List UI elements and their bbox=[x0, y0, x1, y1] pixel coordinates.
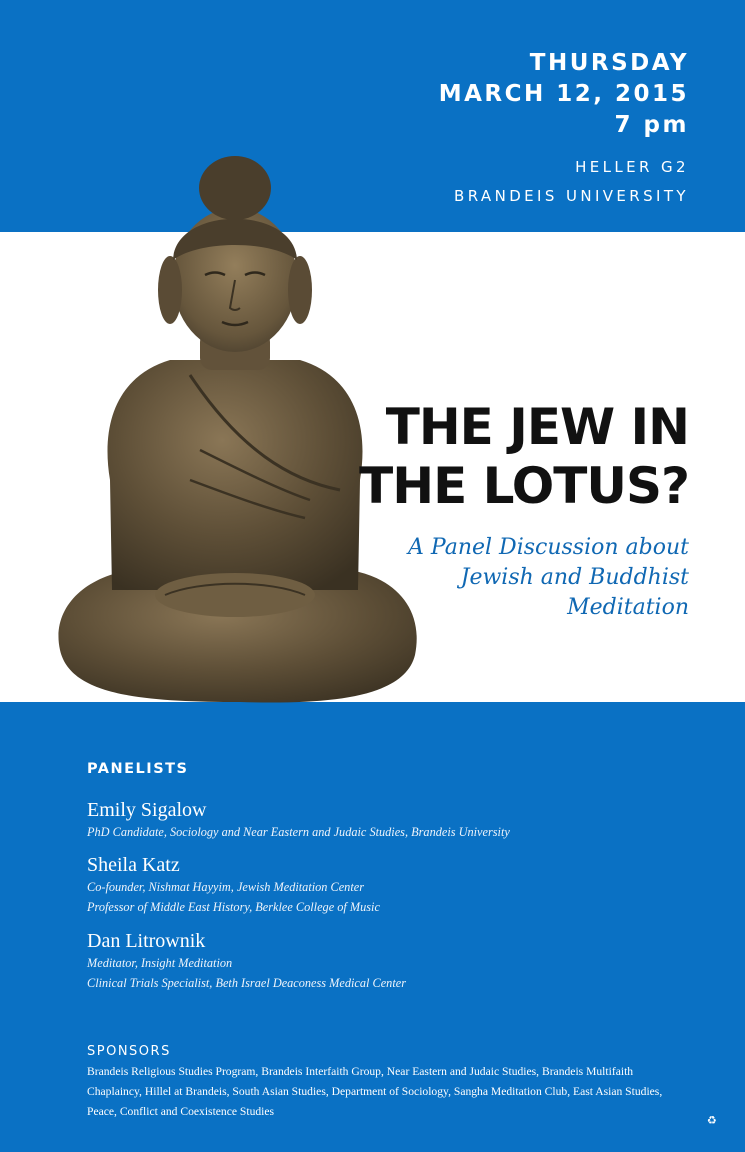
event-day: THURSDAY bbox=[529, 50, 689, 76]
event-date: MARCH 12, 2015 bbox=[438, 81, 689, 107]
venue-room: HELLER G2 bbox=[575, 158, 689, 176]
panelist-role: Clinical Trials Specialist, Beth Israel Deaconess Medical Center bbox=[87, 976, 406, 990]
recycle-icon: ♻ bbox=[707, 1114, 717, 1127]
event-time: 7 pm bbox=[614, 112, 689, 138]
panelist-role: Professor of Middle East History, Berklee College of Music bbox=[87, 900, 380, 914]
subtitle-line-1: A Panel Discussion about bbox=[408, 535, 689, 560]
panelist-dan-litrownik bbox=[87, 929, 406, 993]
panelist-role: PhD Candidate, Sociology and Near Eastern and Judaic Studies, Brandeis University bbox=[87, 825, 510, 839]
panelist-name: Dan Litrownik bbox=[87, 930, 206, 952]
event-title bbox=[359, 398, 689, 516]
title-line-2: THE LOTUS? bbox=[359, 457, 689, 515]
event-venue bbox=[454, 153, 689, 211]
panelist-name: Emily Sigalow bbox=[87, 799, 207, 821]
sponsors-list: Brandeis Religious Studies Program, Brandeis Interfaith Group, Near Eastern and Judaic Studies, Brandeis Multifaith Chaplaincy, Hillel at Brandeis, South Asian Studies, Department of Sociology, Sangha Meditation Club, East Asian Studies, Peace, Conflict and Coexistence Studies bbox=[87, 1065, 663, 1118]
venue-institution: BRANDEIS UNIVERSITY bbox=[454, 187, 689, 205]
event-date-time bbox=[439, 48, 689, 141]
panelist-role: Meditator, Insight Meditation bbox=[87, 956, 233, 970]
subtitle-line-3: Meditation bbox=[567, 595, 689, 620]
event-subtitle bbox=[329, 533, 689, 623]
panelists-heading: PANELISTS bbox=[87, 761, 189, 777]
subtitle-line-2: Jewish and Buddhist bbox=[460, 565, 689, 590]
panelist-role: Co-founder, Nishmat Hayyim, Jewish Meditation Center bbox=[87, 880, 364, 894]
panelist-sheila-katz bbox=[87, 853, 380, 917]
panelist-name: Sheila Katz bbox=[87, 854, 180, 876]
title-line-1: THE JEW IN bbox=[385, 398, 689, 456]
panelist-emily-sigalow bbox=[87, 798, 510, 842]
sponsors-heading: SPONSORS bbox=[87, 1044, 171, 1059]
